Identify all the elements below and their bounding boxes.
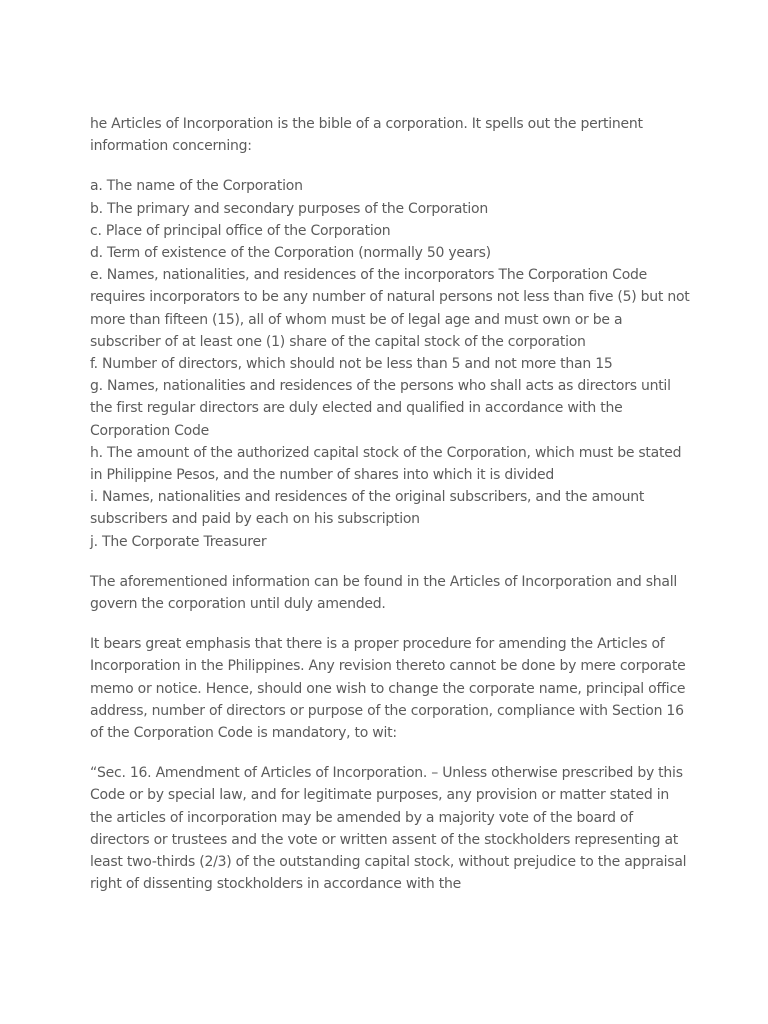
list-item: h. The amount of the authorized capital stock of the Corporation, which must be stated in Philippine Pesos, and the number of shares into which it is divided [90,444,682,484]
intro-paragraph: he Articles of Incorporation is the bible of a corporation. It spells out the pertinent information concerning: [90,116,643,155]
list-item: g. Names, nationalities and residences of the persons who shall acts as directors until the first regular directors are duly elected and qualified in accordance with the Corporation Code [90,378,671,439]
list-item: d. Term of existence of the Corporation (normally 50 years) [90,245,491,262]
document-page [90,113,690,914]
list-item: e. Names, nationalities, and residences of the incorporators The Corporation Code requires incorporators to be any number of natural persons not less than five (5) but not more than fifteen (15), all of whom must be of legal age and must own or be a subscriber of at least one (1) share of the capital stock of the corporation [90,267,690,350]
list-item: c. Place of principal office of the Corporation [90,222,391,239]
list-item: i. Names, nationalities and residences of the original subscribers, and the amount subscribers and paid by each on his subscription [90,489,645,528]
list-item: f. Number of directors, which should not be less than 5 and not more than 15 [90,356,613,373]
list-item: j. The Corporate Treasurer [90,533,267,550]
section-16-quote: “Sec. 16. Amendment of Articles of Incorporation. – Unless otherwise prescribed by this Code or by special law, and for legitimate purposes, any provision or matter stated in the articles of incorporation may be amended by a majority vote of the board of directors or trustees and the vote or written assent of the stockholders representing at least two-thirds (2/3) of the outstanding capital stock, without prejudice to the appraisal right of dissenting stockholders in accordance with the [90,765,687,893]
list-item: b. The primary and secondary purposes of the Corporation [90,200,488,217]
list-item: a. The name of the Corporation [90,178,303,195]
procedure-paragraph: It bears great emphasis that there is a proper procedure for amending the Articles of Incorporation in the Philippines. Any revision thereto cannot be done by mere corporate memo or notice. Hence, should one wish to change the corporate name, principal office address, number of directors or purpose of the corporation, compliance with Section 16 of the Corporation Code is mandatory, to wit: [90,636,686,742]
summary-paragraph: The aforementioned information can be found in the Articles of Incorporation and shall govern the corporation until duly amended. [90,573,678,613]
information-list [90,175,690,552]
